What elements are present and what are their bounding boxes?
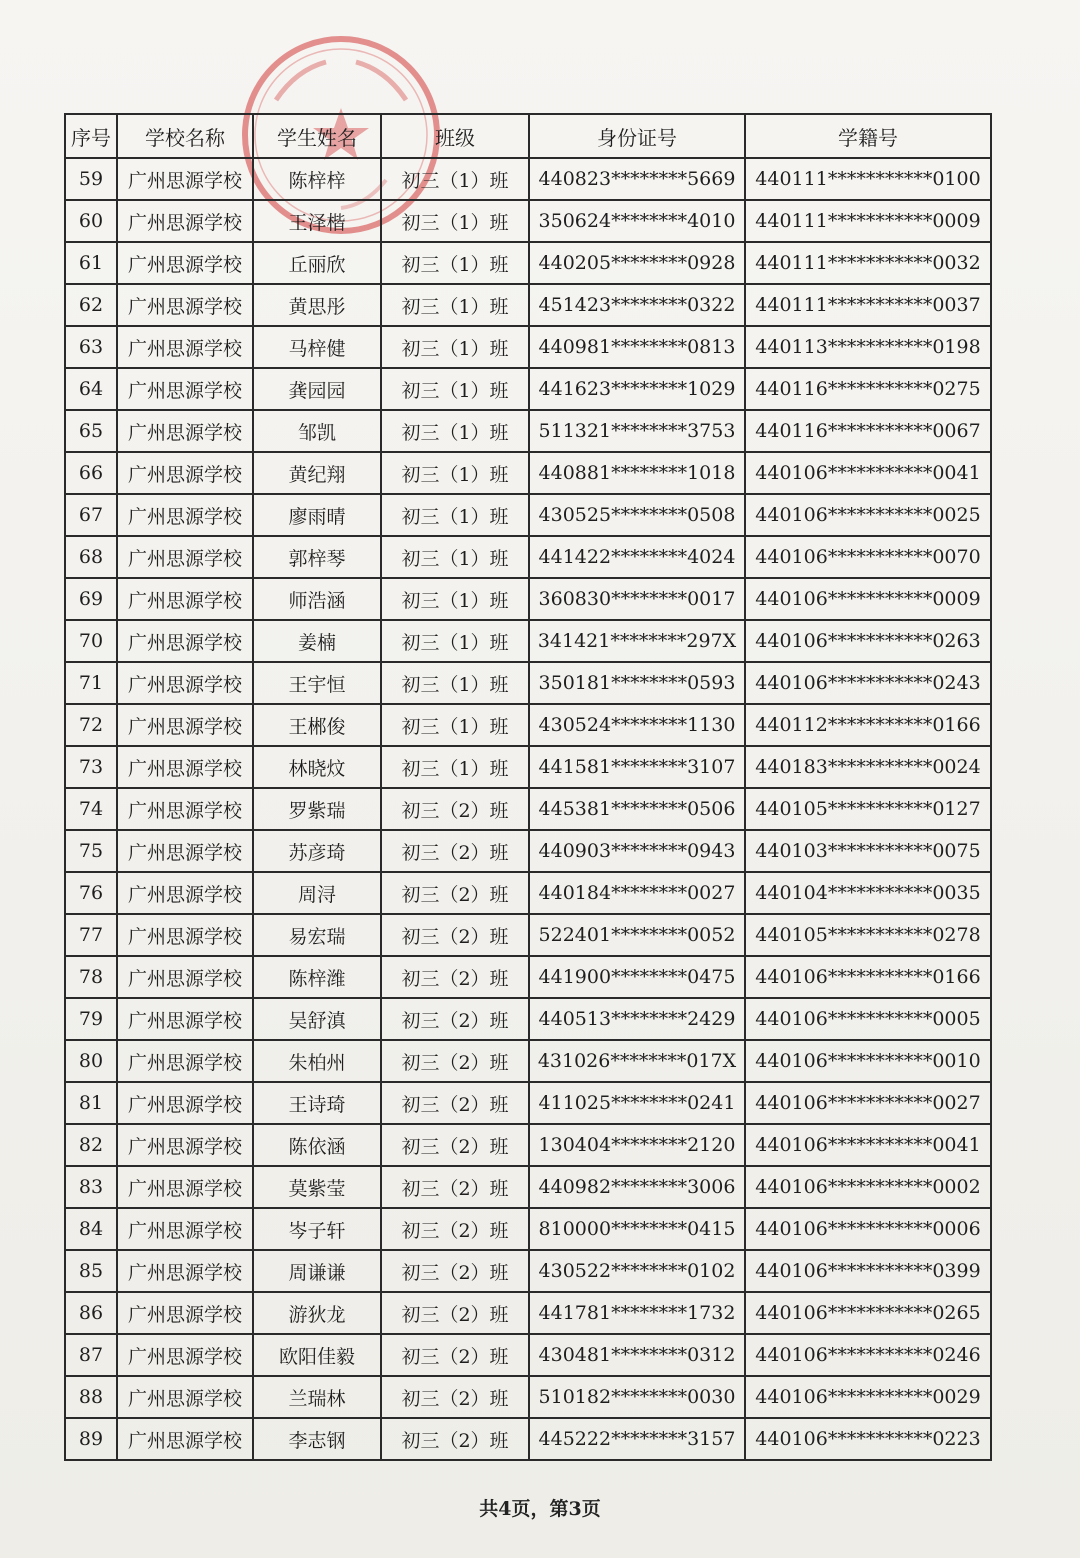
- cell-class: 初三（1）班: [381, 620, 529, 662]
- cell-student-name: 龚园园: [253, 368, 381, 410]
- cell-seq: 61: [65, 242, 117, 284]
- cell-registration-number: 440106***********0041: [745, 452, 991, 494]
- table-row: [65, 578, 991, 620]
- cell-id-number: 440205********0928: [529, 242, 745, 284]
- cell-school: 广州思源学校: [117, 536, 253, 578]
- cell-class: 初三（2）班: [381, 1292, 529, 1334]
- table-row: [65, 914, 991, 956]
- cell-school: 广州思源学校: [117, 242, 253, 284]
- cell-student-name: 李志钢: [253, 1418, 381, 1460]
- table-row: [65, 1208, 991, 1250]
- cell-seq: 68: [65, 536, 117, 578]
- cell-class: 初三（2）班: [381, 1418, 529, 1460]
- cell-class: 初三（2）班: [381, 1166, 529, 1208]
- cell-class: 初三（2）班: [381, 1124, 529, 1166]
- cell-seq: 87: [65, 1334, 117, 1376]
- cell-seq: 60: [65, 200, 117, 242]
- cell-seq: 65: [65, 410, 117, 452]
- cell-registration-number: 440106***********0265: [745, 1292, 991, 1334]
- cell-class: 初三（2）班: [381, 956, 529, 998]
- cell-class: 初三（1）班: [381, 494, 529, 536]
- table-row: [65, 1418, 991, 1460]
- cell-id-number: 451423********0322: [529, 284, 745, 326]
- cell-registration-number: 440106***********0009: [745, 578, 991, 620]
- cell-school: 广州思源学校: [117, 914, 253, 956]
- cell-id-number: 440823********5669: [529, 158, 745, 200]
- cell-student-name: 游狄龙: [253, 1292, 381, 1334]
- cell-id-number: 360830********0017: [529, 578, 745, 620]
- header-id-number: 身份证号: [529, 114, 745, 158]
- cell-class: 初三（1）班: [381, 242, 529, 284]
- cell-student-name: 陈依涵: [253, 1124, 381, 1166]
- cell-id-number: 350624********4010: [529, 200, 745, 242]
- header-seq: 序号: [65, 114, 117, 158]
- cell-seq: 86: [65, 1292, 117, 1334]
- cell-school: 广州思源学校: [117, 620, 253, 662]
- cell-id-number: 510182********0030: [529, 1376, 745, 1418]
- cell-student-name: 周浔: [253, 872, 381, 914]
- cell-registration-number: 440106***********0223: [745, 1418, 991, 1460]
- cell-student-name: 黄纪翔: [253, 452, 381, 494]
- cell-registration-number: 440183***********0024: [745, 746, 991, 788]
- table-row: [65, 788, 991, 830]
- header-registration-number: 学籍号: [745, 114, 991, 158]
- cell-registration-number: 440106***********0010: [745, 1040, 991, 1082]
- cell-id-number: 430522********0102: [529, 1250, 745, 1292]
- cell-class: 初三（2）班: [381, 1082, 529, 1124]
- cell-student-name: 马梓健: [253, 326, 381, 368]
- cell-seq: 69: [65, 578, 117, 620]
- cell-class: 初三（2）班: [381, 1376, 529, 1418]
- student-roster-table: [64, 113, 992, 1461]
- cell-student-name: 丘丽欣: [253, 242, 381, 284]
- cell-id-number: 440981********0813: [529, 326, 745, 368]
- cell-class: 初三（1）班: [381, 410, 529, 452]
- cell-school: 广州思源学校: [117, 452, 253, 494]
- table-row: [65, 1376, 991, 1418]
- cell-school: 广州思源学校: [117, 1250, 253, 1292]
- cell-registration-number: 440106***********0070: [745, 536, 991, 578]
- cell-school: 广州思源学校: [117, 830, 253, 872]
- cell-registration-number: 440106***********0399: [745, 1250, 991, 1292]
- table-row: [65, 1334, 991, 1376]
- cell-seq: 80: [65, 1040, 117, 1082]
- cell-class: 初三（2）班: [381, 914, 529, 956]
- cell-school: 广州思源学校: [117, 662, 253, 704]
- cell-class: 初三（2）班: [381, 998, 529, 1040]
- cell-school: 广州思源学校: [117, 1166, 253, 1208]
- cell-registration-number: 440106***********0027: [745, 1082, 991, 1124]
- cell-seq: 64: [65, 368, 117, 410]
- cell-seq: 79: [65, 998, 117, 1040]
- cell-registration-number: 440111***********0100: [745, 158, 991, 200]
- cell-student-name: 陈梓潍: [253, 956, 381, 998]
- cell-id-number: 441623********1029: [529, 368, 745, 410]
- cell-school: 广州思源学校: [117, 1292, 253, 1334]
- table-row: [65, 1124, 991, 1166]
- cell-school: 广州思源学校: [117, 158, 253, 200]
- cell-seq: 72: [65, 704, 117, 746]
- cell-student-name: 兰瑞林: [253, 1376, 381, 1418]
- cell-seq: 74: [65, 788, 117, 830]
- cell-seq: 84: [65, 1208, 117, 1250]
- cell-id-number: 430525********0508: [529, 494, 745, 536]
- cell-id-number: 440982********3006: [529, 1166, 745, 1208]
- cell-school: 广州思源学校: [117, 410, 253, 452]
- cell-seq: 89: [65, 1418, 117, 1460]
- cell-seq: 73: [65, 746, 117, 788]
- cell-student-name: 苏彦琦: [253, 830, 381, 872]
- cell-student-name: 黄思彤: [253, 284, 381, 326]
- cell-id-number: 522401********0052: [529, 914, 745, 956]
- cell-school: 广州思源学校: [117, 1208, 253, 1250]
- cell-school: 广州思源学校: [117, 284, 253, 326]
- cell-student-name: 郭梓琴: [253, 536, 381, 578]
- cell-registration-number: 440103***********0075: [745, 830, 991, 872]
- cell-school: 广州思源学校: [117, 1418, 253, 1460]
- cell-student-name: 易宏瑞: [253, 914, 381, 956]
- cell-student-name: 莫紫莹: [253, 1166, 381, 1208]
- cell-registration-number: 440106***********0029: [745, 1376, 991, 1418]
- cell-seq: 76: [65, 872, 117, 914]
- cell-class: 初三（1）班: [381, 452, 529, 494]
- cell-seq: 71: [65, 662, 117, 704]
- table-row: [65, 242, 991, 284]
- cell-school: 广州思源学校: [117, 368, 253, 410]
- cell-id-number: 440513********2429: [529, 998, 745, 1040]
- cell-class: 初三（2）班: [381, 1334, 529, 1376]
- cell-student-name: 陈梓梓: [253, 158, 381, 200]
- table-body: [65, 158, 991, 1460]
- cell-class: 初三（1）班: [381, 326, 529, 368]
- cell-student-name: 邹凯: [253, 410, 381, 452]
- table-row: [65, 452, 991, 494]
- cell-seq: 88: [65, 1376, 117, 1418]
- cell-registration-number: 440106***********0006: [745, 1208, 991, 1250]
- cell-seq: 81: [65, 1082, 117, 1124]
- cell-id-number: 810000********0415: [529, 1208, 745, 1250]
- cell-class: 初三（2）班: [381, 1250, 529, 1292]
- cell-registration-number: 440111***********0032: [745, 242, 991, 284]
- table-row: [65, 746, 991, 788]
- cell-student-name: 欧阳佳毅: [253, 1334, 381, 1376]
- cell-seq: 66: [65, 452, 117, 494]
- cell-registration-number: 440113***********0198: [745, 326, 991, 368]
- table-row: [65, 410, 991, 452]
- table-row: [65, 158, 991, 200]
- cell-id-number: 411025********0241: [529, 1082, 745, 1124]
- cell-registration-number: 440105***********0278: [745, 914, 991, 956]
- cell-school: 广州思源学校: [117, 494, 253, 536]
- table-header-row: [65, 114, 991, 158]
- cell-id-number: 130404********2120: [529, 1124, 745, 1166]
- page-number-footer: 共4页，第3页: [479, 1498, 601, 1520]
- table-row: [65, 200, 991, 242]
- cell-student-name: 罗紫瑞: [253, 788, 381, 830]
- cell-seq: 59: [65, 158, 117, 200]
- cell-id-number: 441900********0475: [529, 956, 745, 998]
- cell-registration-number: 440106***********0246: [745, 1334, 991, 1376]
- cell-seq: 70: [65, 620, 117, 662]
- cell-id-number: 511321********3753: [529, 410, 745, 452]
- cell-id-number: 341421********297X: [529, 620, 745, 662]
- cell-student-name: 姜楠: [253, 620, 381, 662]
- table-row: [65, 956, 991, 998]
- cell-registration-number: 440116***********0067: [745, 410, 991, 452]
- cell-seq: 78: [65, 956, 117, 998]
- cell-student-name: 林晓炆: [253, 746, 381, 788]
- cell-school: 广州思源学校: [117, 788, 253, 830]
- header-class: 班级: [381, 114, 529, 158]
- cell-id-number: 350181********0593: [529, 662, 745, 704]
- cell-school: 广州思源学校: [117, 1040, 253, 1082]
- cell-student-name: 廖雨晴: [253, 494, 381, 536]
- cell-class: 初三（2）班: [381, 1208, 529, 1250]
- cell-seq: 77: [65, 914, 117, 956]
- table-row: [65, 704, 991, 746]
- cell-seq: 63: [65, 326, 117, 368]
- cell-class: 初三（1）班: [381, 662, 529, 704]
- cell-student-name: 岑子轩: [253, 1208, 381, 1250]
- cell-student-name: 师浩涵: [253, 578, 381, 620]
- cell-registration-number: 440111***********0037: [745, 284, 991, 326]
- cell-class: 初三（1）班: [381, 200, 529, 242]
- table-row: [65, 620, 991, 662]
- cell-id-number: 440881********1018: [529, 452, 745, 494]
- cell-class: 初三（2）班: [381, 872, 529, 914]
- table-row: [65, 662, 991, 704]
- cell-id-number: 445381********0506: [529, 788, 745, 830]
- cell-student-name: 周谦谦: [253, 1250, 381, 1292]
- cell-id-number: 441422********4024: [529, 536, 745, 578]
- table-row: [65, 1082, 991, 1124]
- cell-registration-number: 440106***********0041: [745, 1124, 991, 1166]
- table-row: [65, 872, 991, 914]
- cell-school: 广州思源学校: [117, 578, 253, 620]
- cell-id-number: 445222********3157: [529, 1418, 745, 1460]
- table-row: [65, 1292, 991, 1334]
- table-row: [65, 1250, 991, 1292]
- cell-registration-number: 440106***********0166: [745, 956, 991, 998]
- cell-student-name: 王郴俊: [253, 704, 381, 746]
- cell-school: 广州思源学校: [117, 704, 253, 746]
- header-student-name: 学生姓名: [253, 114, 381, 158]
- cell-seq: 67: [65, 494, 117, 536]
- cell-registration-number: 440111***********0009: [745, 200, 991, 242]
- cell-registration-number: 440106***********0263: [745, 620, 991, 662]
- cell-seq: 62: [65, 284, 117, 326]
- table-row: [65, 1166, 991, 1208]
- cell-id-number: 441781********1732: [529, 1292, 745, 1334]
- table-row: [65, 368, 991, 410]
- cell-school: 广州思源学校: [117, 1082, 253, 1124]
- cell-student-name: 朱柏州: [253, 1040, 381, 1082]
- cell-class: 初三（1）班: [381, 578, 529, 620]
- cell-id-number: 440184********0027: [529, 872, 745, 914]
- cell-seq: 82: [65, 1124, 117, 1166]
- table-row: [65, 494, 991, 536]
- cell-id-number: 430481********0312: [529, 1334, 745, 1376]
- cell-school: 广州思源学校: [117, 200, 253, 242]
- cell-student-name: 王宇恒: [253, 662, 381, 704]
- table-row: [65, 1040, 991, 1082]
- cell-school: 广州思源学校: [117, 872, 253, 914]
- cell-school: 广州思源学校: [117, 1334, 253, 1376]
- cell-class: 初三（2）班: [381, 1040, 529, 1082]
- cell-class: 初三（1）班: [381, 158, 529, 200]
- cell-registration-number: 440105***********0127: [745, 788, 991, 830]
- cell-seq: 85: [65, 1250, 117, 1292]
- table-row: [65, 830, 991, 872]
- table-row: [65, 998, 991, 1040]
- cell-registration-number: 440104***********0035: [745, 872, 991, 914]
- cell-school: 广州思源学校: [117, 998, 253, 1040]
- cell-school: 广州思源学校: [117, 956, 253, 998]
- cell-registration-number: 440106***********0243: [745, 662, 991, 704]
- cell-student-name: 吴舒滇: [253, 998, 381, 1040]
- cell-seq: 75: [65, 830, 117, 872]
- header-school: 学校名称: [117, 114, 253, 158]
- cell-id-number: 440903********0943: [529, 830, 745, 872]
- cell-class: 初三（1）班: [381, 746, 529, 788]
- cell-id-number: 431026********017X: [529, 1040, 745, 1082]
- cell-class: 初三（1）班: [381, 284, 529, 326]
- cell-class: 初三（1）班: [381, 704, 529, 746]
- cell-class: 初三（1）班: [381, 368, 529, 410]
- table-row: [65, 326, 991, 368]
- cell-class: 初三（1）班: [381, 536, 529, 578]
- table-row: [65, 536, 991, 578]
- cell-student-name: 王泽楷: [253, 200, 381, 242]
- cell-school: 广州思源学校: [117, 746, 253, 788]
- cell-registration-number: 440116***********0275: [745, 368, 991, 410]
- cell-id-number: 441581********3107: [529, 746, 745, 788]
- cell-registration-number: 440106***********0005: [745, 998, 991, 1040]
- table-row: [65, 284, 991, 326]
- cell-student-name: 王诗琦: [253, 1082, 381, 1124]
- cell-school: 广州思源学校: [117, 326, 253, 368]
- cell-registration-number: 440106***********0025: [745, 494, 991, 536]
- cell-school: 广州思源学校: [117, 1376, 253, 1418]
- cell-class: 初三（2）班: [381, 788, 529, 830]
- cell-class: 初三（2）班: [381, 830, 529, 872]
- cell-school: 广州思源学校: [117, 1124, 253, 1166]
- cell-registration-number: 440112***********0166: [745, 704, 991, 746]
- cell-registration-number: 440106***********0002: [745, 1166, 991, 1208]
- cell-seq: 83: [65, 1166, 117, 1208]
- cell-id-number: 430524********1130: [529, 704, 745, 746]
